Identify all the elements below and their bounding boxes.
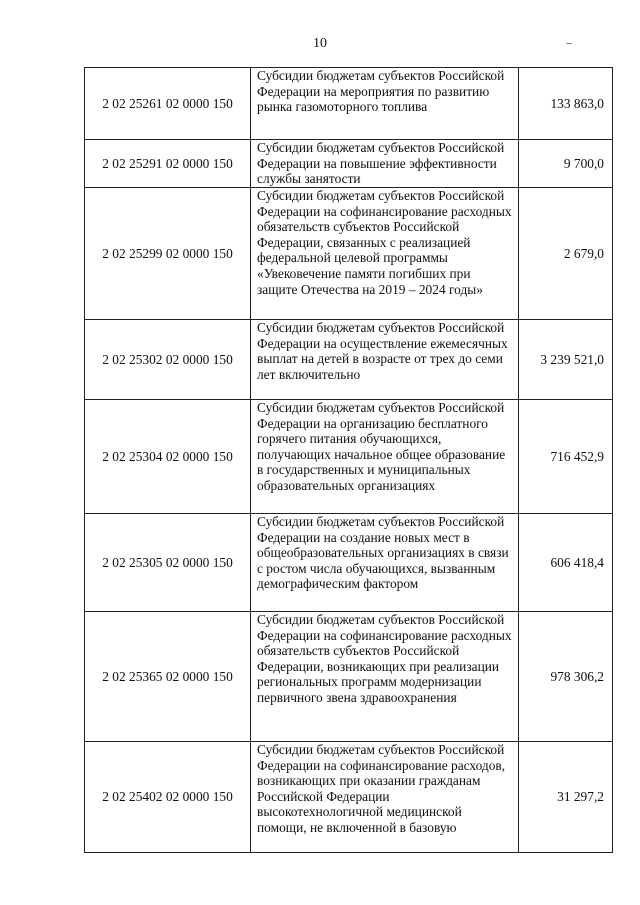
description-cell xyxy=(251,188,519,320)
description-cell xyxy=(251,612,519,742)
description-text: Субсидии бюджетам субъектов Российской Федерации на софинансирование расходных обязательств субъектов Российской Федерации, возникающих при реализации региональных программ модернизации первичного звена здравоохранения xyxy=(257,612,512,705)
budget-code-cell: 2 02 25302 02 0000 150 xyxy=(85,320,251,400)
description-text: Субсидии бюджетам субъектов Российской Федерации на организацию бесплатного горячего питания обучающихся, получающих начальное общее образование в государственных и муниципальных образовательных организациях xyxy=(257,400,506,493)
description-text: Субсидии бюджетам субъектов Российской Федерации на софинансирование расходных обязательств субъектов Российской Федерации, связанных с реализацией федеральной целевой программы «Увековечение памяти погибших при защите Отечества на 2019 – 2024 годы» xyxy=(257,188,512,297)
description-text: Субсидии бюджетам субъектов Российской Федерации на повышение эффективности службы занятости xyxy=(257,140,505,187)
table-row xyxy=(85,68,613,140)
description-cell xyxy=(251,320,519,400)
table-row xyxy=(85,400,613,514)
table-row xyxy=(85,320,613,400)
amount-cell: 978 306,2 xyxy=(519,612,613,742)
budget-code-cell: 2 02 25305 02 0000 150 xyxy=(85,514,251,612)
budget-code-cell: 2 02 25402 02 0000 150 xyxy=(85,742,251,853)
budget-table xyxy=(84,67,613,853)
amount-cell: 2 679,0 xyxy=(519,188,613,320)
description-text: Субсидии бюджетам субъектов Российской Федерации на мероприятия по развитию рынка газомоторного топлива xyxy=(257,68,505,115)
description-cell xyxy=(251,140,519,188)
budget-code-cell: 2 02 25365 02 0000 150 xyxy=(85,612,251,742)
description-cell xyxy=(251,400,519,514)
amount-cell: 133 863,0 xyxy=(519,68,613,140)
description-cell xyxy=(251,514,519,612)
amount-cell: 606 418,4 xyxy=(519,514,613,612)
description-cell xyxy=(251,68,519,140)
amount-cell: 716 452,9 xyxy=(519,400,613,514)
budget-code-cell: 2 02 25304 02 0000 150 xyxy=(85,400,251,514)
budget-code-cell: 2 02 25261 02 0000 150 xyxy=(85,68,251,140)
page-number: 10 xyxy=(313,36,327,51)
description-text: Субсидии бюджетам субъектов Российской Федерации на осуществление ежемесячных выплат на детей в возрасте от трех до семи лет включительно xyxy=(257,320,508,382)
description-cell xyxy=(251,742,519,853)
description-text: Субсидии бюджетам субъектов Российской Федерации на софинансирование расходов, возникающих при оказании гражданам Российской Федерации высокотехнологичной медицинской помощи, не включенной в базовую xyxy=(257,742,506,835)
amount-cell: 31 297,2 xyxy=(519,742,613,853)
budget-code-cell: 2 02 25291 02 0000 150 xyxy=(85,140,251,188)
amount-cell: 3 239 521,0 xyxy=(519,320,613,400)
table-row xyxy=(85,188,613,320)
table-row xyxy=(85,514,613,612)
table-row xyxy=(85,140,613,188)
budget-code-cell: 2 02 25299 02 0000 150 xyxy=(85,188,251,320)
scan-mark xyxy=(566,43,572,44)
table-row xyxy=(85,742,613,853)
amount-cell: 9 700,0 xyxy=(519,140,613,188)
table-row xyxy=(85,612,613,742)
description-text: Субсидии бюджетам субъектов Российской Федерации на создание новых мест в общеобразовательных организациях в связи с ростом числа обучающихся, вызванным демографическим фактором xyxy=(257,514,509,592)
